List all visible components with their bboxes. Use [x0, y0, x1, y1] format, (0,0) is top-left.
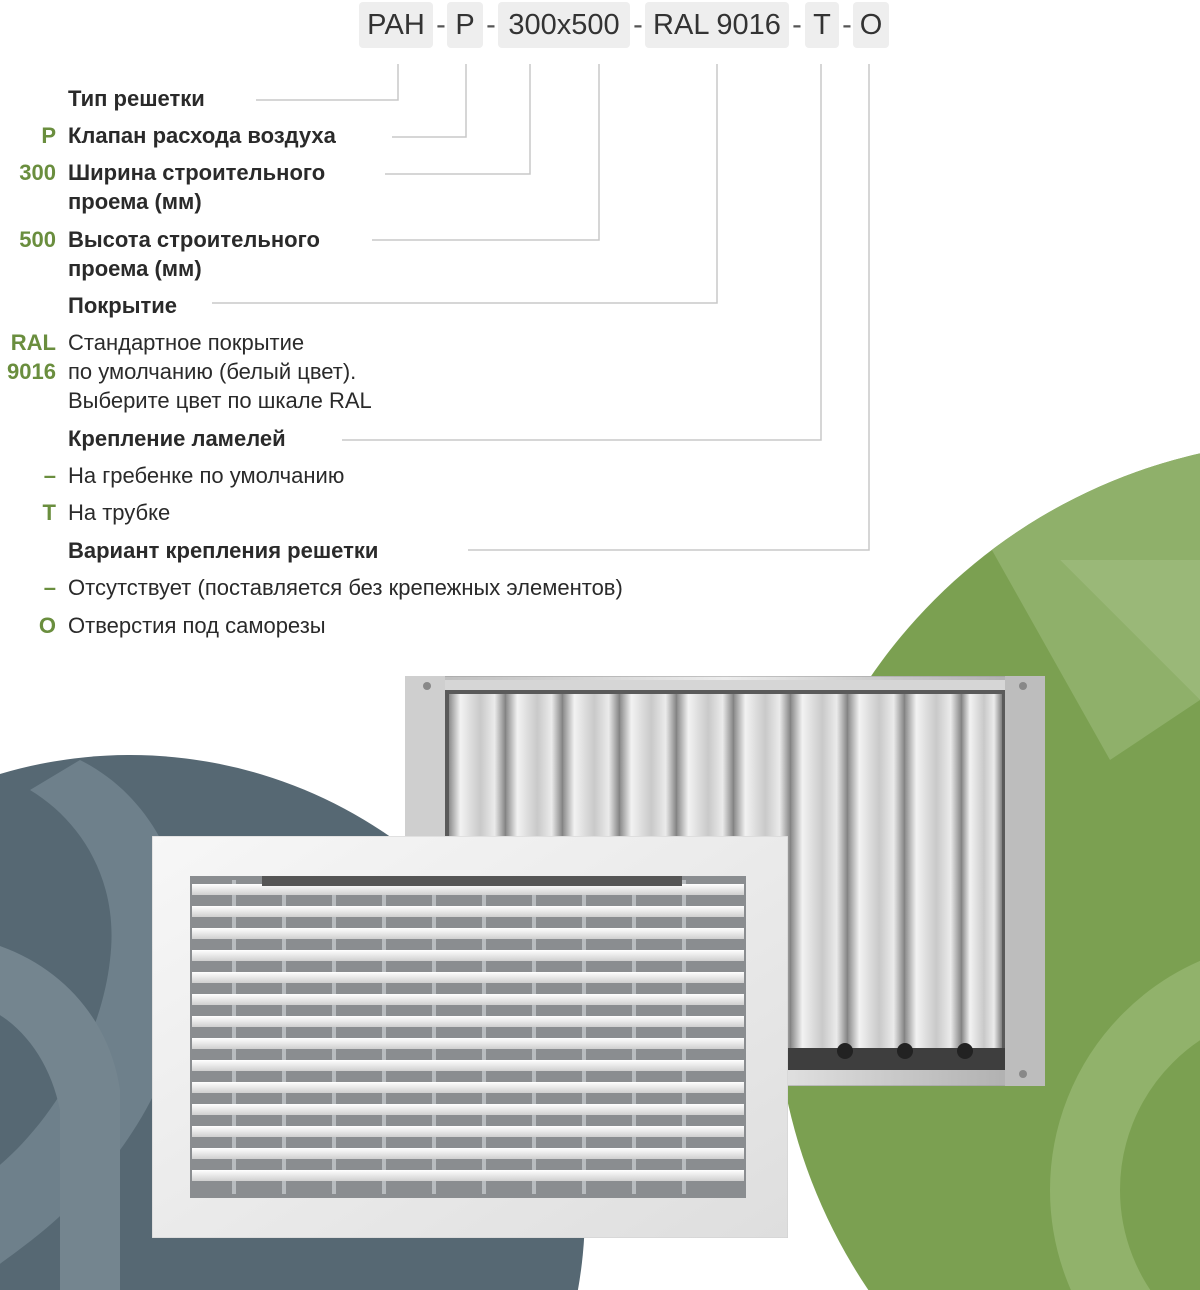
spec-height-title-1: Высота строительного [68, 227, 320, 252]
code-separator: - [436, 9, 446, 41]
spec-option-code: T [42, 500, 56, 525]
spec-height-code: 500 [19, 227, 56, 252]
spec-option-text: На трубке [68, 500, 171, 525]
code-separator: - [842, 9, 852, 41]
spec-coating-code-2: 9016 [7, 359, 56, 384]
code-part-valve: P [447, 2, 483, 48]
code-part-blade-mount: T [805, 2, 839, 48]
spec-valve-title: Клапан расхода воздуха [68, 123, 336, 148]
spec-grille-mount-title: Вариант крепления решетки [68, 538, 379, 563]
spec-width-title-1: Ширина строительного [68, 160, 326, 185]
code-part-grille-mount: O [853, 2, 889, 48]
code-part-type: РАН [359, 2, 433, 48]
spec-option-text: Отверстия под саморезы [68, 613, 326, 638]
spec-coating-desc-1: Стандартное покрытие [68, 330, 305, 355]
spec-option-text: На гребенке по умолчанию [68, 463, 345, 488]
spec-option-code: O [38, 613, 56, 638]
spec-width-code: 300 [19, 160, 56, 185]
code-separator: - [486, 9, 496, 41]
spec-coating-code-1: RAL [10, 330, 56, 355]
spec-height-title-2: проема (мм) [68, 256, 202, 281]
grille-front-photo [152, 836, 788, 1238]
spec-valve-code: P [41, 123, 56, 148]
spec-width-title-2: проема (мм) [68, 189, 202, 214]
spec-coating-desc-3: Выберите цвет по шкале RAL [68, 388, 372, 413]
code-part-coating: RAL 9016 [645, 2, 789, 48]
spec-type-title: Тип решетки [68, 86, 205, 111]
spec-coating-title: Покрытие [68, 293, 178, 318]
code-separator: - [792, 9, 802, 41]
code-part-size: 300x500 [498, 2, 630, 48]
code-separator: - [633, 9, 643, 41]
spec-option-text: Отсутствует (поставляется без крепежных элементов) [68, 575, 623, 600]
spec-coating-desc-2: по умолчанию (белый цвет). [68, 359, 357, 384]
spec-blade-mount-title: Крепление ламелей [68, 426, 286, 451]
spec-option-code: – [43, 575, 56, 600]
spec-option-code: – [43, 463, 56, 488]
